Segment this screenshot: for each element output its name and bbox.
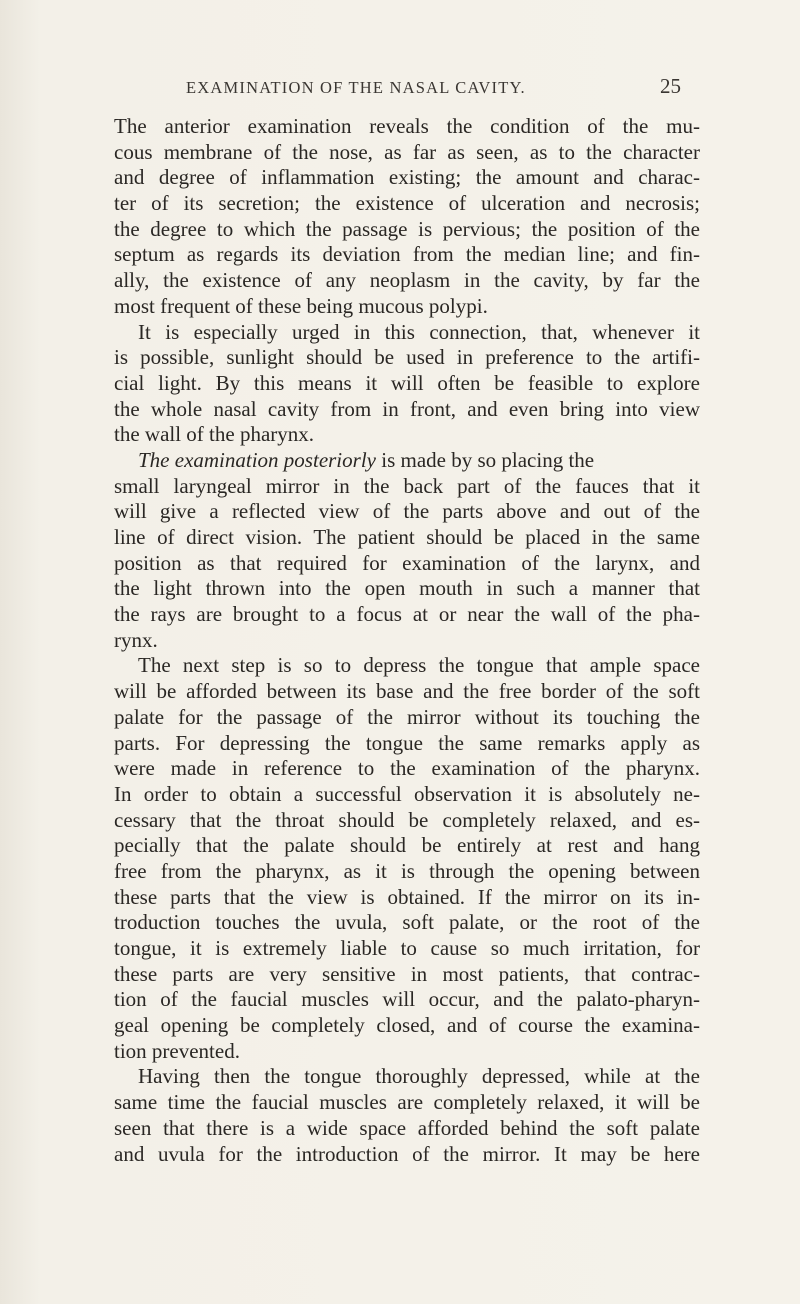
text-line: tion of the faucial muscles will occur, and the palato-pharyn- [114,987,700,1012]
text-line [114,448,700,474]
text-line: In order to obtain a successful observation it is absolutely ne- [114,781,700,806]
text-line: the wall of the pharynx. [114,422,315,447]
text-line: It is especially urged in this connection, that, whenever it [138,319,700,344]
text-line: and uvula for the introduction of the mirror. It may be here [114,1141,700,1166]
text-line: these parts are very sensitive in most patients, that contrac- [114,961,700,986]
text-line: troduction touches the uvula, soft palate, or the root of the [114,910,700,935]
text-line: ally, the existence of any neoplasm in the cavity, by far the [114,268,700,293]
text-line: cial light. By this means it will often be feasible to explore [114,370,700,395]
text-line: Having then the tongue thoroughly depressed, while at the [138,1064,700,1089]
text-line: pecially that the palate should be entirely at rest and hang [114,833,700,858]
text-line: the rays are brought to a focus at or near the wall of the pha- [114,602,700,627]
text-line: tion prevented. [114,1038,240,1063]
text-line: tongue, it is extremely liable to cause so much irritation, for [114,936,700,960]
text-line: the light thrown into the open mouth in such a manner that [114,576,700,601]
text-line: free from the pharynx, as it is through the opening between [114,858,700,883]
running-head: EXAMINATION OF THE NASAL CAVITY. [186,78,526,97]
text-line: most frequent of these being mucous polypi. [114,293,488,318]
text-line: same time the faucial muscles are completely relaxed, it will be [114,1090,700,1115]
text-line: were made in reference to the examination of the pharynx. [114,756,700,781]
text-line: is possible, sunlight should be used in preference to the artifi- [114,345,700,370]
text-line: ter of its secretion; the existence of ulceration and necrosis; [114,191,700,216]
text-line: rynx. [114,627,158,652]
text-line: these parts that the view is obtained. If the mirror on its in- [114,884,700,909]
text-line: cessary that the throat should be completely relaxed, and es- [114,807,700,832]
text-line: geal opening be completely closed, and of course the examina- [114,1013,700,1038]
text-line: septum as regards its deviation from the median line; and fin- [114,242,700,267]
text-line: the degree to which the passage is pervious; the position of the [114,216,700,241]
body-text [114,114,700,1167]
text-line: small laryngeal mirror in the back part of the fauces that it [114,473,700,498]
text-line: parts. For depressing the tongue the same remarks apply as [114,730,700,755]
text-line: cous membrane of the nose, as far as seen, as to the character [114,139,700,164]
text-line: seen that there is a wide space afforded behind the soft palate [114,1115,700,1140]
text-line: line of direct vision. The patient should be placed in the same [114,525,700,549]
text-line: will be afforded between its base and the free border of the soft [114,679,700,704]
text-line: will give a reflected view of the parts above and out of the [114,499,700,524]
page-number: 25 [660,74,681,98]
text-line: The next step is so to depress the tongue that ample space [138,653,700,678]
text-line: palate for the passage of the mirror without its touching the [114,704,700,729]
text-line-continuation: is made by so placing the [375,447,595,472]
text-line: position as that required for examination of the larynx, and [114,550,700,575]
text-line: the whole nasal cavity from in front, and even bring into view [114,396,700,421]
italic-phrase: The examination posteriorly [138,447,376,472]
text-line: and degree of inflammation existing; the amount and charac- [114,165,700,190]
text-line: The anterior examination reveals the condition of the mu- [114,114,700,138]
